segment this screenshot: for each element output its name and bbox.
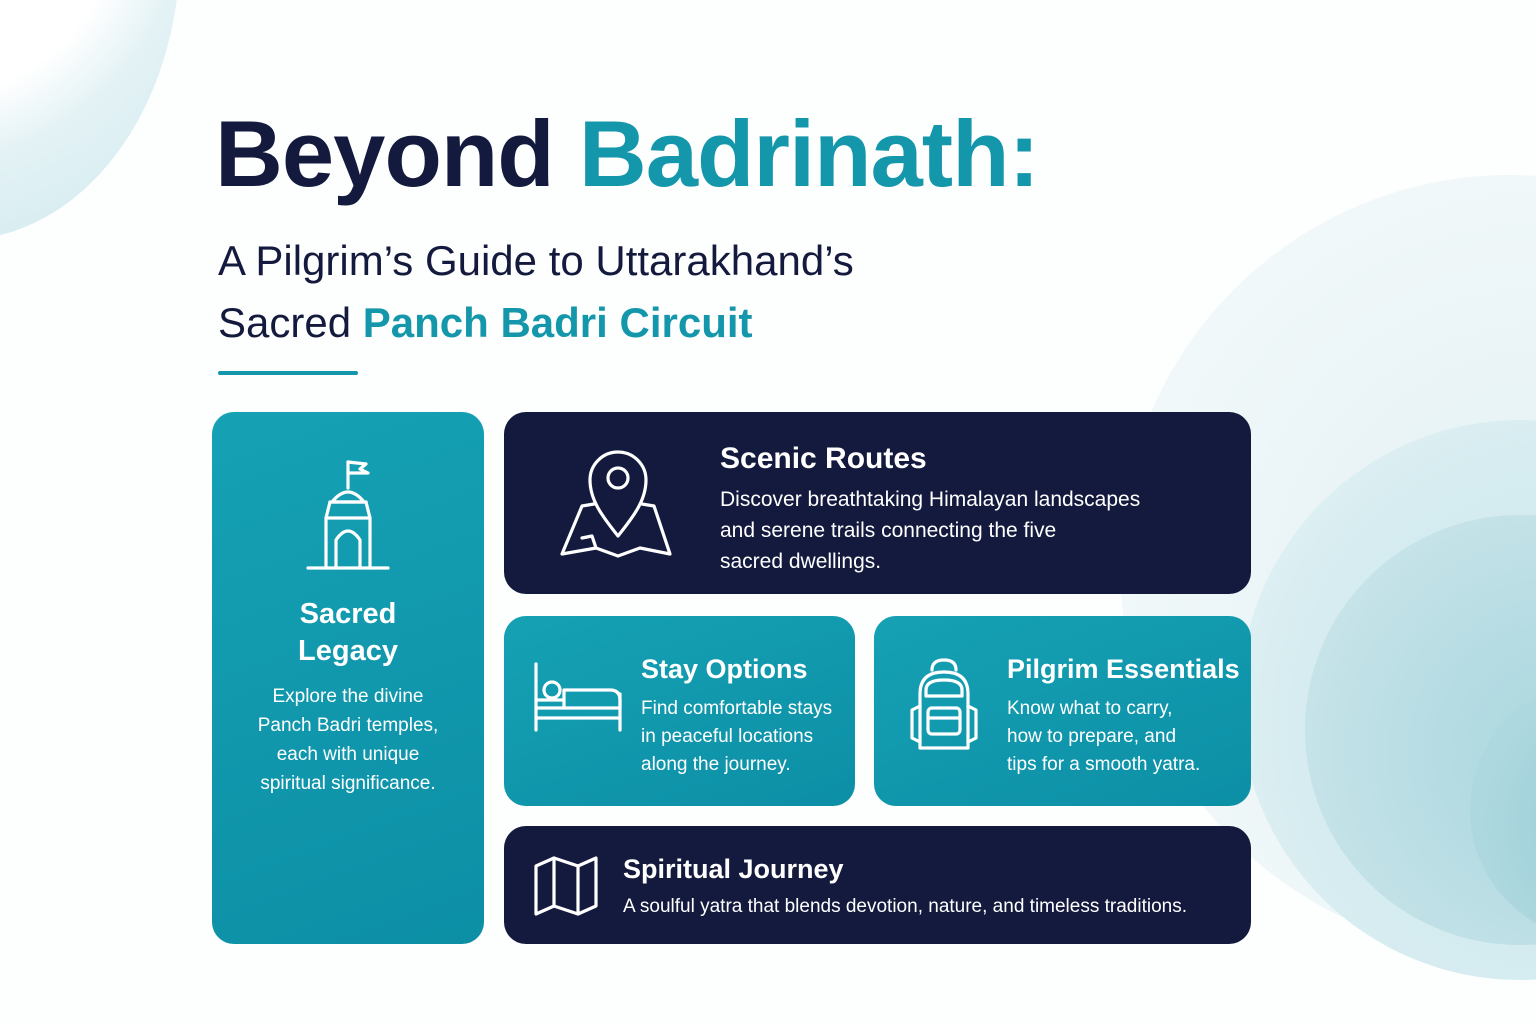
subtitle-line-2-accent: Panch Badri Circuit <box>362 299 753 346</box>
description-line: how to prepare, and <box>1007 726 1177 747</box>
background-decor-circle <box>0 0 180 240</box>
card-spiritual-journey <box>504 826 1251 944</box>
description-line: each with unique <box>276 744 420 765</box>
card-title-line: Sacred <box>299 598 397 630</box>
description-line: along the journey. <box>641 754 791 775</box>
description-line: Find comfortable stays <box>641 698 833 719</box>
description-line: spiritual significance. <box>260 773 436 794</box>
page-subtitle <box>218 230 854 354</box>
map-pin-icon <box>556 442 680 567</box>
card-title <box>212 596 484 670</box>
card-title-line: Legacy <box>298 635 398 667</box>
folded-map-icon <box>532 856 600 921</box>
description-line: tips for a smooth yatra. <box>1007 754 1201 775</box>
description-line: in peaceful locations <box>641 726 814 747</box>
page-title-accent: Badrinath: <box>578 101 1039 206</box>
card-description: A soulful yatra that blends devotion, nature, and timeless traditions. <box>623 896 1187 917</box>
page-title-main: Beyond <box>215 101 579 206</box>
page-title <box>215 100 1039 208</box>
card-title: Spiritual Journey <box>623 854 844 884</box>
card-scenic-routes <box>504 412 1251 594</box>
card-title: Stay Options <box>641 654 808 684</box>
bed-icon <box>530 660 626 741</box>
title-divider <box>218 371 358 375</box>
card-stay-options <box>504 616 855 806</box>
backpack-icon <box>904 656 984 761</box>
card-description <box>641 695 851 779</box>
subtitle-line-1: A Pilgrim’s Guide to Uttarakhand’s <box>218 237 854 284</box>
card-sacred-legacy <box>212 412 484 944</box>
description-line: Know what to carry, <box>1007 698 1173 719</box>
card-title: Scenic Routes <box>720 442 927 475</box>
card-description <box>1007 695 1247 779</box>
card-description <box>232 682 464 798</box>
description-line: sacred dwellings. <box>720 550 882 573</box>
description-line: Explore the divine <box>272 686 424 707</box>
description-line: Discover breathtaking Himalayan landscapes <box>720 488 1141 511</box>
description-line: and serene trails connecting the five <box>720 519 1057 542</box>
subtitle-line-2-plain: Sacred <box>218 299 363 346</box>
card-title: Pilgrim Essentials <box>1007 654 1240 684</box>
card-description <box>720 484 1190 577</box>
temple-icon <box>302 456 394 581</box>
card-pilgrim-essentials <box>874 616 1251 806</box>
description-line: Panch Badri temples, <box>257 715 439 736</box>
